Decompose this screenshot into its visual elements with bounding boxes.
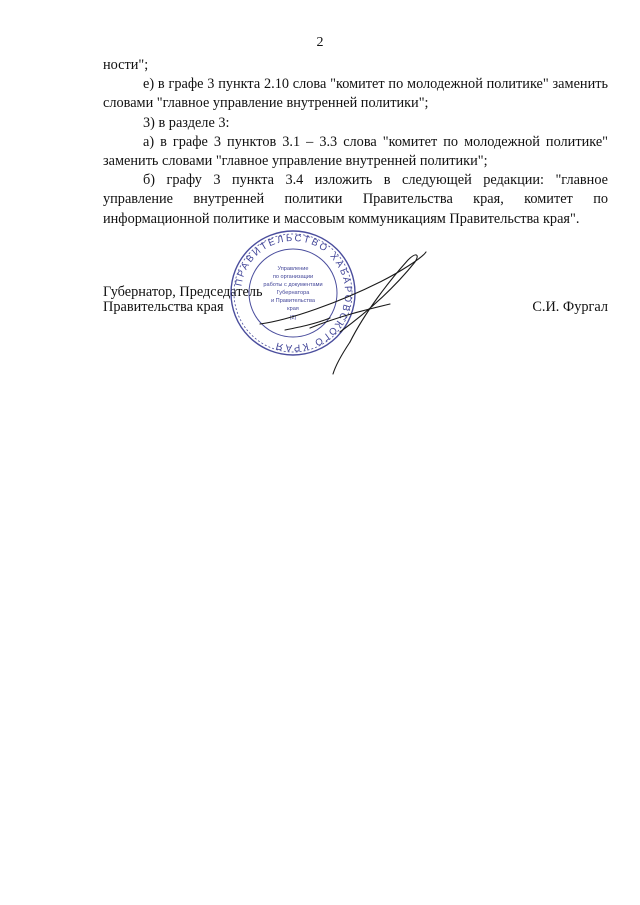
paragraph-item-e: е) в графе 3 пункта 2.10 слова "комитет по молодежной политике" заменить словами "главное управление внутренней политики"; — [103, 76, 608, 112]
seal-line: края — [287, 306, 299, 312]
page-number: 2 — [316, 35, 324, 50]
seal-line: и Правительства — [271, 298, 315, 304]
handwritten-signature — [190, 232, 430, 377]
seal-line: Губернатора — [276, 290, 310, 296]
paragraph-item-b: б) графу 3 пункта 3.4 изложить в следующей редакции: "главное управление внутренней политики Правительства края, комитет по информационной политике и массовым коммуникациям Правительства края". — [103, 172, 608, 227]
paragraph-continuation: ности"; — [103, 57, 149, 73]
seal-line: работы с документами — [263, 282, 323, 288]
signatory-title-line2: Правительства края — [103, 299, 224, 315]
seal-line: Управление — [277, 266, 309, 272]
paragraph-item-a: а) в графе 3 пунктов 3.1 – 3.3 слова "комитет по молодежной политике" заменить словами "главное управление внутренней политики"; — [103, 133, 608, 170]
seal-ring-text: ПРАВИТЕЛЬСТВО ХАБАРОВСКОГО КРАЯ — [233, 232, 354, 354]
document-body — [103, 56, 608, 229]
paragraph-section-3: 3) в разделе 3: — [143, 114, 230, 131]
signatory-name: С.И. Фургал — [532, 299, 608, 315]
signatory-title-line1: Губернатор, Председатель — [103, 284, 263, 300]
seal-line: (2) — [289, 315, 297, 321]
seal-line: по организации — [272, 274, 314, 280]
